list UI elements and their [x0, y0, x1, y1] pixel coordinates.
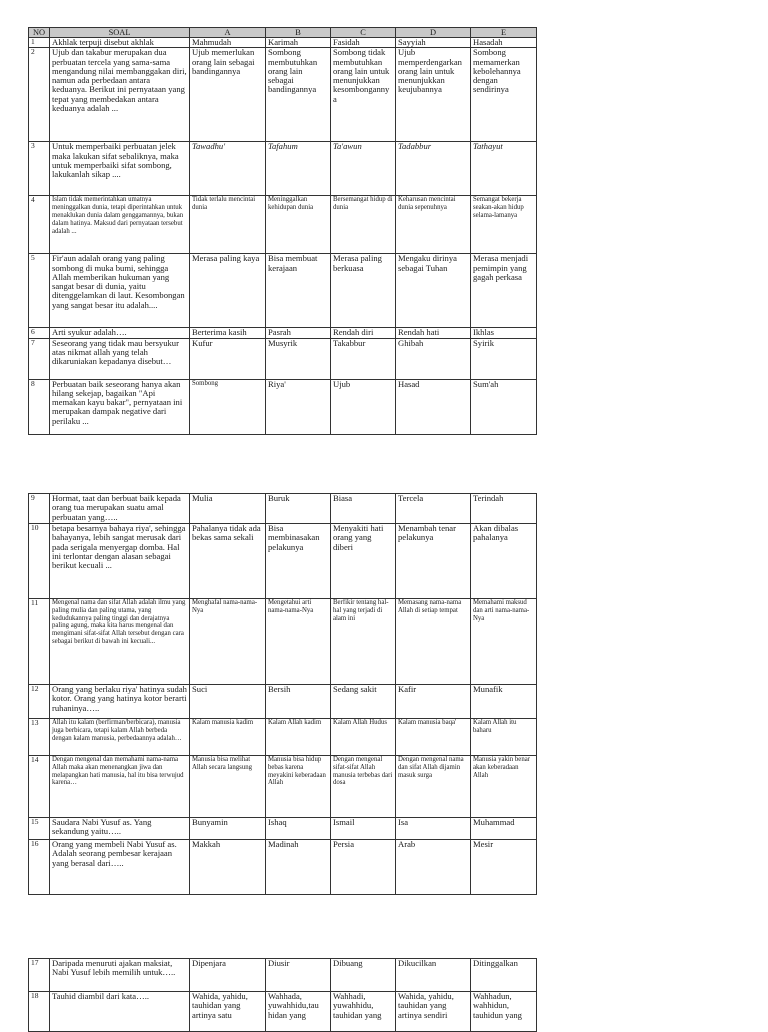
option-e: Syirik	[471, 338, 537, 379]
option-b: Bisa membuat kerajaan	[266, 254, 331, 328]
header-c: C	[331, 28, 396, 38]
question-text: Ujub dan takabur merupakan dua perbuatan tercela yang sama-sama mengandung nilai membanggakan diri, namun ada perbedaan antara keduanya. Berikut ini pernyataan yang tepat yang membedakan antara keduanya adalah ...	[50, 48, 190, 142]
option-d: Keharusan mencintai dunia sepenuhnya	[396, 196, 471, 254]
option-c: Bersemangat hidup di dunia	[331, 196, 396, 254]
question-text: Islam tidak memerintahkan umatnya meninggalkan dunia, tetapi diperintahkan untuk menaklukan dunia dalam genggamannya, bukan dalam hatinya. Maksud dari pernyataan tersebut adalah ...	[50, 196, 190, 254]
table-row	[29, 818, 537, 840]
option-c: Kalam Allah Hudus	[331, 719, 396, 756]
option-b: Ishaq	[266, 818, 331, 840]
table-row	[29, 48, 537, 142]
option-c: Sedang sakit	[331, 685, 396, 719]
option-b: Tafahum	[266, 142, 331, 196]
table-row	[29, 756, 537, 818]
option-b: Sombong membutuhkan orang lain sebagai bandingannya	[266, 48, 331, 142]
table-row	[29, 328, 537, 338]
question-text: Orang yang berlaku riya' hatinya sudah kotor. Orang yang hatinya kotor berarti ruhaninya…..	[50, 685, 190, 719]
table-row	[29, 196, 537, 254]
question-text: Dengan mengenal dan memahami nama-nama Allah maka akan menenangkan jiwa dan melapangkan hati manusia, hal itu bisa terwujud karena…	[50, 756, 190, 818]
table-row	[29, 685, 537, 719]
option-d: Hasad	[396, 379, 471, 434]
option-d: Rendah hati	[396, 328, 471, 338]
question-table-3	[28, 958, 537, 1032]
option-b: Kalam Allah kadim	[266, 719, 331, 756]
option-b: Bisa membinasakan pelakunya	[266, 524, 331, 599]
question-text: Daripada menuruti ajakan maksiat, Nabi Yusuf lebih memilih untuk…..	[50, 959, 190, 992]
option-c: Ta'awun	[331, 142, 396, 196]
option-a: Merasa paling kaya	[190, 254, 266, 328]
table-row	[29, 524, 537, 599]
question-text: Arti syukur adalah….	[50, 328, 190, 338]
option-c: Wahhadi, yuwahhidu, tauhidan yang	[331, 992, 396, 1032]
option-d: Arab	[396, 840, 471, 895]
option-b: Buruk	[266, 494, 331, 524]
option-d: Wahida, yahidu, tauhidan yang artinya sendiri	[396, 992, 471, 1032]
option-c: Persia	[331, 840, 396, 895]
table-row	[29, 959, 537, 992]
table-row	[29, 379, 537, 434]
option-e: Manusia yakin benar akan keberadaan Allah	[471, 756, 537, 818]
option-b: Pasrah	[266, 328, 331, 338]
option-a: Kufur	[190, 338, 266, 379]
option-c: Menyakiti hati orang yang diberi	[331, 524, 396, 599]
row-number: 6	[29, 328, 50, 338]
row-number: 5	[29, 254, 50, 328]
header-e: E	[471, 28, 537, 38]
row-number: 11	[29, 599, 50, 685]
question-text: Untuk memperbaiki perbuatan jelek maka lakukan sifat sebaliknya, maka untuk memperbaiki sifat sombong, lakukanlah sikap ....	[50, 142, 190, 196]
option-a: Manusia bisa melihat Allah secara langsung	[190, 756, 266, 818]
option-c: Dengan mengenal sifat-sifat Allah manusia terbebas dari dosa	[331, 756, 396, 818]
row-number: 9	[29, 494, 50, 524]
header-b: B	[266, 28, 331, 38]
header-no: NO	[29, 28, 50, 38]
option-d: Isa	[396, 818, 471, 840]
option-c: Dibuang	[331, 959, 396, 992]
row-number: 17	[29, 959, 50, 992]
option-c: Ujub	[331, 379, 396, 434]
option-b: Diusir	[266, 959, 331, 992]
option-d: Memasang nama-nama Allah di setiap tempat	[396, 599, 471, 685]
option-e: Ditinggalkan	[471, 959, 537, 992]
table-row	[29, 494, 537, 524]
option-c: Biasa	[331, 494, 396, 524]
row-number: 3	[29, 142, 50, 196]
question-text: betapa besarnya bahaya riya', sehingga bahayanya, lebih sangat merusak dari pada serigala menyergap domba. Hal ini terlontar dengan alasan sebagai berikut kecuali ...	[50, 524, 190, 599]
question-text: Saudara Nabi Yusuf as. Yang sekandung yaitu…..	[50, 818, 190, 840]
option-d: Ujub memperdengarkan orang lain untuk menunjukkan keujubannya	[396, 48, 471, 142]
option-a: Suci	[190, 685, 266, 719]
option-a: Berterima kasih	[190, 328, 266, 338]
header-soal: SOAL	[50, 28, 190, 38]
option-a: Menghafal nama-nama-Nya	[190, 599, 266, 685]
table-row	[29, 992, 537, 1032]
option-d: Dikucilkan	[396, 959, 471, 992]
table-row	[29, 338, 537, 379]
table-row	[29, 840, 537, 895]
option-d: Kalam manusia baqa'	[396, 719, 471, 756]
option-e: Wahhadun, wahhidun, tauhidun yang	[471, 992, 537, 1032]
option-e: Sombong memamerkan kebolehannya dengan sendirinya	[471, 48, 537, 142]
option-e: Akan dibalas pahalanya	[471, 524, 537, 599]
option-c: Fasidah	[331, 38, 396, 48]
table-row	[29, 719, 537, 756]
option-c: Rendah diri	[331, 328, 396, 338]
option-d: Ghibah	[396, 338, 471, 379]
table-header-row	[29, 28, 537, 38]
option-a: Bunyamin	[190, 818, 266, 840]
header-d: D	[396, 28, 471, 38]
option-b: Meninggalkan kehidupan dunia	[266, 196, 331, 254]
option-a: Ujub memerlukan orang lain sebagai bandingannya	[190, 48, 266, 142]
option-b: Madinah	[266, 840, 331, 895]
question-text: Fir'aun adalah orang yang paling sombong di muka bumi, sehingga Allah memberikan hukuman yang sangat besar di dunia, yaitu ditenggelamkan di laut. Kesombongan yang sangat besar itu adalah....	[50, 254, 190, 328]
option-b: Wahhada, yuwahhidu,tau hidan yang	[266, 992, 331, 1032]
question-table-1	[28, 27, 537, 435]
option-b: Karimah	[266, 38, 331, 48]
question-text: Seseorang yang tidak mau bersyukur atas nikmat allah yang telah dikaruniakan kepadanya disebut…	[50, 338, 190, 379]
row-number: 1	[29, 38, 50, 48]
option-d: Menambah tenar pelakunya	[396, 524, 471, 599]
option-e: Sum'ah	[471, 379, 537, 434]
question-text: Orang yang membeli Nabi Yusuf as. Adalah seorang pembesar kerajaan yang berasal dari…..	[50, 840, 190, 895]
header-a: A	[190, 28, 266, 38]
question-text: Mengenal nama dan sifat Allah adalah ilmu yang paling mulia dan paling utama, yang kedudukannya paling tinggi dan derajatnya paling agung, maka kita harus mengenal dan mengimani sifat-sifat Allah tersebut dengan cara sebagai berikut di bawah ini kecuali...	[50, 599, 190, 685]
option-e: Muhammad	[471, 818, 537, 840]
option-a: Makkah	[190, 840, 266, 895]
option-c: Sombong tidak membutuhkan orang lain untuk menunjukkan kesombongannya	[331, 48, 396, 142]
row-number: 8	[29, 379, 50, 434]
question-text: Akhlak terpuji disebut akhlak	[50, 38, 190, 48]
table-row	[29, 38, 537, 48]
option-a: Mulia	[190, 494, 266, 524]
row-number: 16	[29, 840, 50, 895]
option-a: Mahmudah	[190, 38, 266, 48]
option-c: Berfikir tentang hal-hal yang terjadi di alam ini	[331, 599, 396, 685]
row-number: 14	[29, 756, 50, 818]
option-b: Musyrik	[266, 338, 331, 379]
option-d: Tercela	[396, 494, 471, 524]
question-text: Tauhid diambil dari kata…..	[50, 992, 190, 1032]
option-b: Mengetahui arti nama-nama-Nya	[266, 599, 331, 685]
option-a: Sombong	[190, 379, 266, 434]
option-e: Memahami maksud dan arti nama-nama-Nya	[471, 599, 537, 685]
option-e: Kalam Allah itu baharu	[471, 719, 537, 756]
option-a: Tidak terlalu mencintai dunia	[190, 196, 266, 254]
option-b: Manusia bisa hidup bebas karena meyakini keberadaan Allah	[266, 756, 331, 818]
question-text: Perbuatan baik seseorang hanya akan hilang sekejap, bagaikan "Api memakan kayu bakar", pernyataan ini merupakan dampak negative dari perilaku ...	[50, 379, 190, 434]
question-text: Allah itu kalam (berfirman/berbicara), manusia juga berbicara, tetapi kalam Allah berbeda dengan kalam manusia, perbedaannya adalah…	[50, 719, 190, 756]
row-number: 18	[29, 992, 50, 1032]
row-number: 13	[29, 719, 50, 756]
option-c: Merasa paling berkuasa	[331, 254, 396, 328]
option-a: Kalam manusia kadim	[190, 719, 266, 756]
option-e: Mesir	[471, 840, 537, 895]
option-d: Mengaku dirinya sebagai Tuhan	[396, 254, 471, 328]
row-number: 4	[29, 196, 50, 254]
row-number: 12	[29, 685, 50, 719]
row-number: 10	[29, 524, 50, 599]
option-e: Munafik	[471, 685, 537, 719]
option-e: Tathayut	[471, 142, 537, 196]
option-c: Ismail	[331, 818, 396, 840]
option-d: Tadabbur	[396, 142, 471, 196]
question-text: Hormat, taat dan berbuat baik kepada orang tua merupakan suatu amal perbuatan yang…..	[50, 494, 190, 524]
option-c: Takabbur	[331, 338, 396, 379]
option-d: Dengan mengenal nama dan sifat Allah dijamin masuk surga	[396, 756, 471, 818]
option-e: Terindah	[471, 494, 537, 524]
option-b: Bersih	[266, 685, 331, 719]
option-d: Sayyiah	[396, 38, 471, 48]
row-number: 15	[29, 818, 50, 840]
option-a: Wahida, yahidu, tauhidan yang artinya satu	[190, 992, 266, 1032]
option-e: Hasadah	[471, 38, 537, 48]
option-e: Ikhlas	[471, 328, 537, 338]
row-number: 7	[29, 338, 50, 379]
question-table-2	[28, 493, 537, 895]
option-a: Tawadhu'	[190, 142, 266, 196]
table-row	[29, 599, 537, 685]
option-e: Semangat bekerja seakan-akan hidup selama-lamanya	[471, 196, 537, 254]
option-d: Kafir	[396, 685, 471, 719]
option-a: Pahalanya tidak ada bekas sama sekali	[190, 524, 266, 599]
option-a: Dipenjara	[190, 959, 266, 992]
row-number: 2	[29, 48, 50, 142]
table-row	[29, 142, 537, 196]
option-e: Merasa menjadi pemimpin yang gagah perkasa	[471, 254, 537, 328]
table-row	[29, 254, 537, 328]
option-b: Riya'	[266, 379, 331, 434]
